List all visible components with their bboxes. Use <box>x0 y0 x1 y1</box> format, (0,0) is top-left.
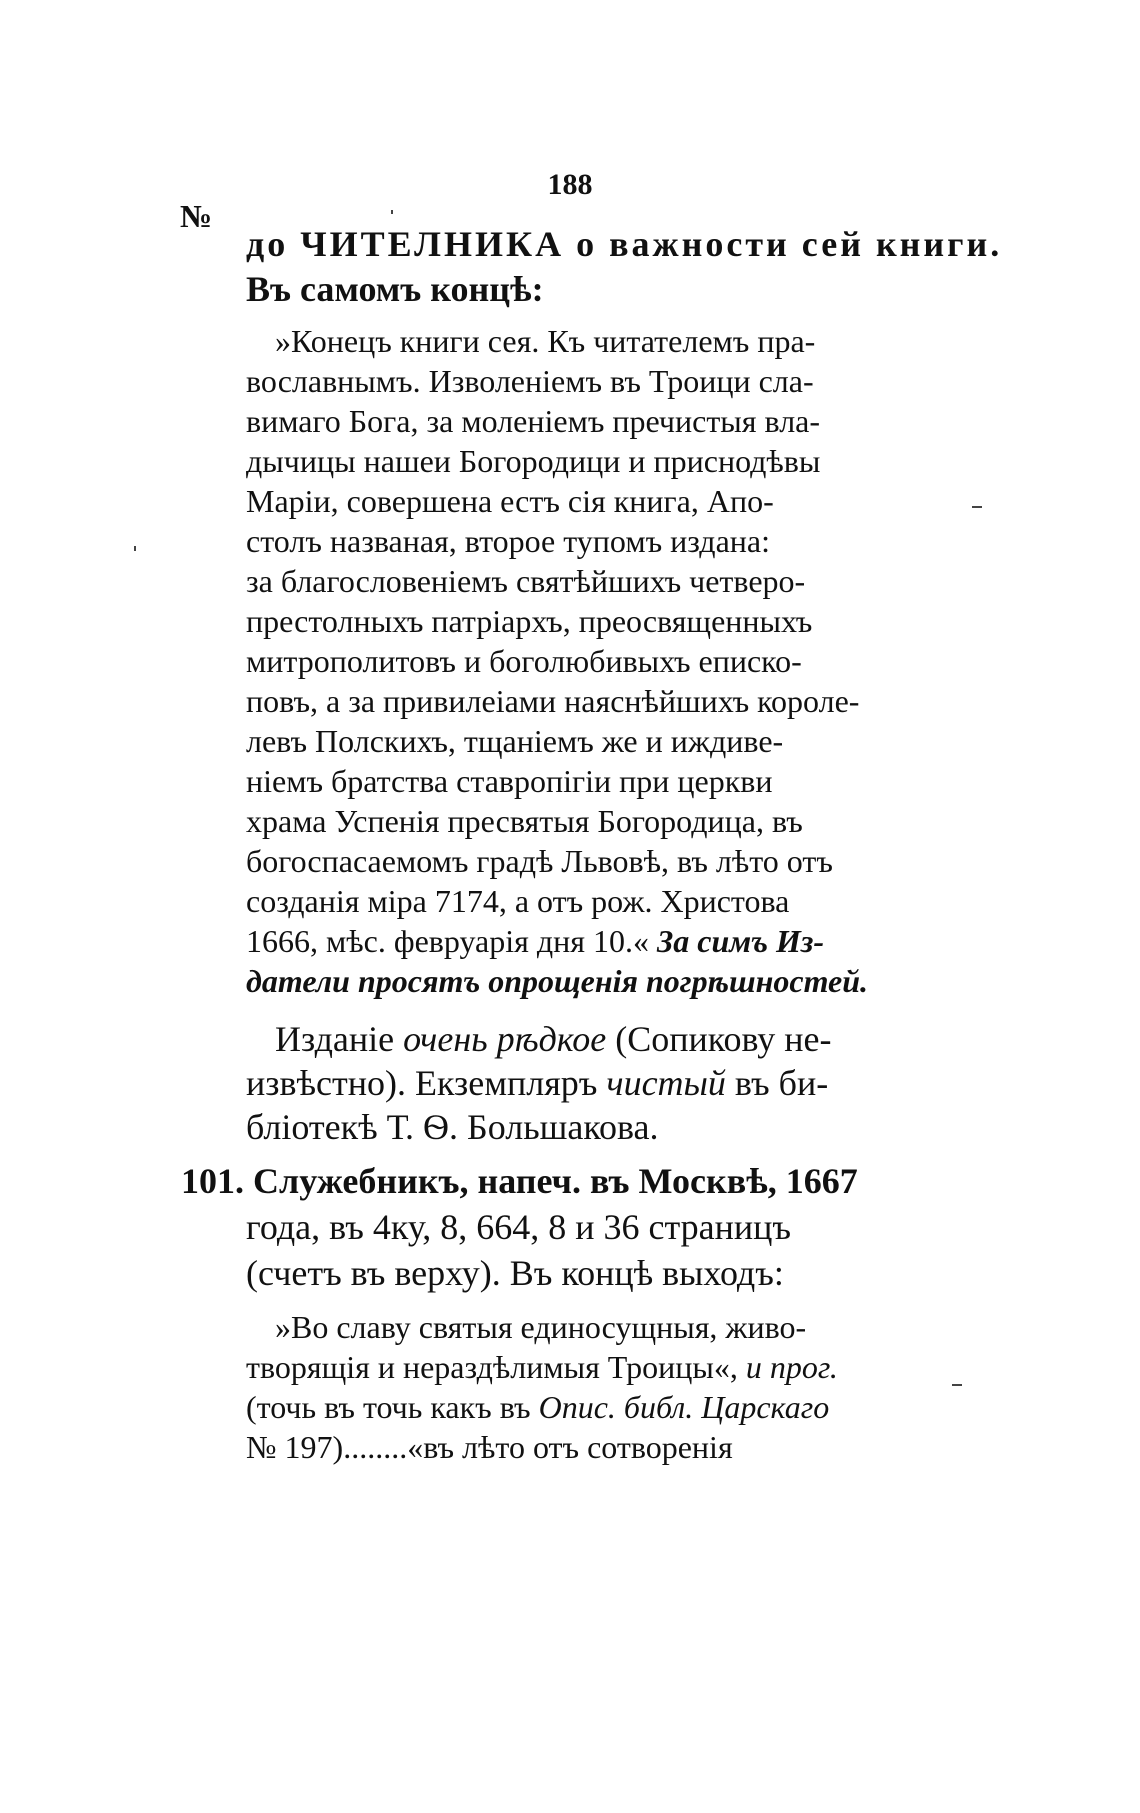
text-line <box>246 921 824 961</box>
line-text: столъ названая, второе тупомъ издана: <box>246 523 770 559</box>
text-line <box>246 267 544 311</box>
text-line <box>246 1387 829 1427</box>
text-line <box>246 721 783 761</box>
line-text: »Конецъ книги сея. Къ читателемъ пра- <box>275 323 816 359</box>
line-text: № 197)........«въ лѣто отъ сотворенія <box>246 1429 733 1465</box>
page-number: 188 <box>547 168 593 201</box>
margin-number-sign: № <box>180 198 213 234</box>
text-line <box>246 761 773 801</box>
text-line <box>246 841 833 881</box>
line-text: извѣстно). Екземпляръ <box>246 1063 607 1103</box>
text-line <box>275 1017 831 1061</box>
text-line <box>181 1159 858 1203</box>
scan-speck <box>134 546 136 551</box>
text-line <box>246 1251 784 1295</box>
line-text: престолныхъ патріархъ, преосвященныхъ <box>246 603 813 639</box>
line-text: Изданіе <box>275 1019 404 1059</box>
scan-speck <box>972 506 982 508</box>
scan-speck <box>391 210 393 214</box>
text-line <box>246 441 820 481</box>
scan-speck <box>952 1384 962 1386</box>
line-text: года, въ 4ку, 8, 664, 8 и 36 страницъ <box>246 1207 792 1247</box>
line-text-italic: За симъ Из- <box>656 923 825 959</box>
line-text-italic: чистый <box>606 1063 726 1103</box>
text-line <box>246 601 812 641</box>
text-line <box>246 521 770 561</box>
line-text: 101. Служебникъ, напеч. въ Москвѣ, 1667 <box>181 1161 858 1201</box>
line-text: дычицы нашеи Богородици и приснодѣвы <box>246 443 821 479</box>
line-text: митрополитовъ и боголюбивыхъ еписко- <box>246 643 802 679</box>
text-line <box>246 1427 733 1467</box>
line-text: богоспасаемомъ градѣ Львовѣ, въ лѣто отъ <box>246 843 833 879</box>
line-text: бліотекѣ Т. Ѳ. Большакова. <box>246 1107 659 1147</box>
text-line <box>246 1105 659 1149</box>
line-text: въ би- <box>725 1063 829 1103</box>
line-text: левъ Полскихъ, тщаніемъ же и иждиве- <box>246 723 784 759</box>
line-text: созданія міра 7174, а отъ рож. Христова <box>246 883 790 919</box>
text-line <box>246 681 859 721</box>
line-text: до ЧИТЕЛНИКА о важности сей книги. <box>246 224 1003 264</box>
text-line <box>246 401 820 441</box>
line-text: вимаго Бога, за моленіемъ пречистыя вла- <box>246 403 821 439</box>
text-line <box>246 961 868 1001</box>
line-text: (счетъ въ верху). Въ концѣ выходъ: <box>246 1253 784 1293</box>
text-line <box>275 1307 806 1347</box>
line-text: (Сопикову не- <box>606 1019 832 1059</box>
line-text: за благословеніемъ святѣйшихъ четверо- <box>246 563 806 599</box>
text-line <box>246 1347 838 1387</box>
line-text: »Во славу святыя единосущныя, живо- <box>275 1309 807 1345</box>
line-text: (точь въ точь какъ въ <box>246 1389 539 1425</box>
line-text-italic: очень рѣдкое <box>403 1019 607 1059</box>
text-line <box>246 361 814 401</box>
text-line <box>246 881 789 921</box>
line-text: вославнымъ. Изволеніемъ въ Троици сла- <box>246 363 814 399</box>
text-line <box>246 641 802 681</box>
line-text: ніемъ братства ставропігіи при церкви <box>246 763 773 799</box>
line-text: повъ, а за привилеіами наяснѣйшихъ короле- <box>246 683 860 719</box>
line-text-italic: датели просятъ опрощенія погрѣшностей. <box>246 963 869 999</box>
text-line <box>246 481 774 521</box>
text-line <box>246 1205 791 1249</box>
line-text: Въ самомъ концѣ: <box>246 269 544 309</box>
text-line <box>246 561 805 601</box>
line-text: Маріи, совершена естъ сія книга, Апо- <box>246 483 774 519</box>
line-text: храма Успенія пресвятыя Богородица, въ <box>246 803 803 839</box>
line-text-italic: и прог. <box>745 1349 838 1385</box>
text-line <box>275 321 815 361</box>
text-line <box>246 801 803 841</box>
text-line <box>246 222 1003 266</box>
text-line <box>246 1061 828 1105</box>
line-text: творящія и нераздѣлимыя Троицы«, <box>246 1349 746 1385</box>
line-text-italic: Опис. библ. Царскаго <box>538 1389 830 1425</box>
line-text: 1666, мѣс. февруарія дня 10.« <box>246 923 657 959</box>
